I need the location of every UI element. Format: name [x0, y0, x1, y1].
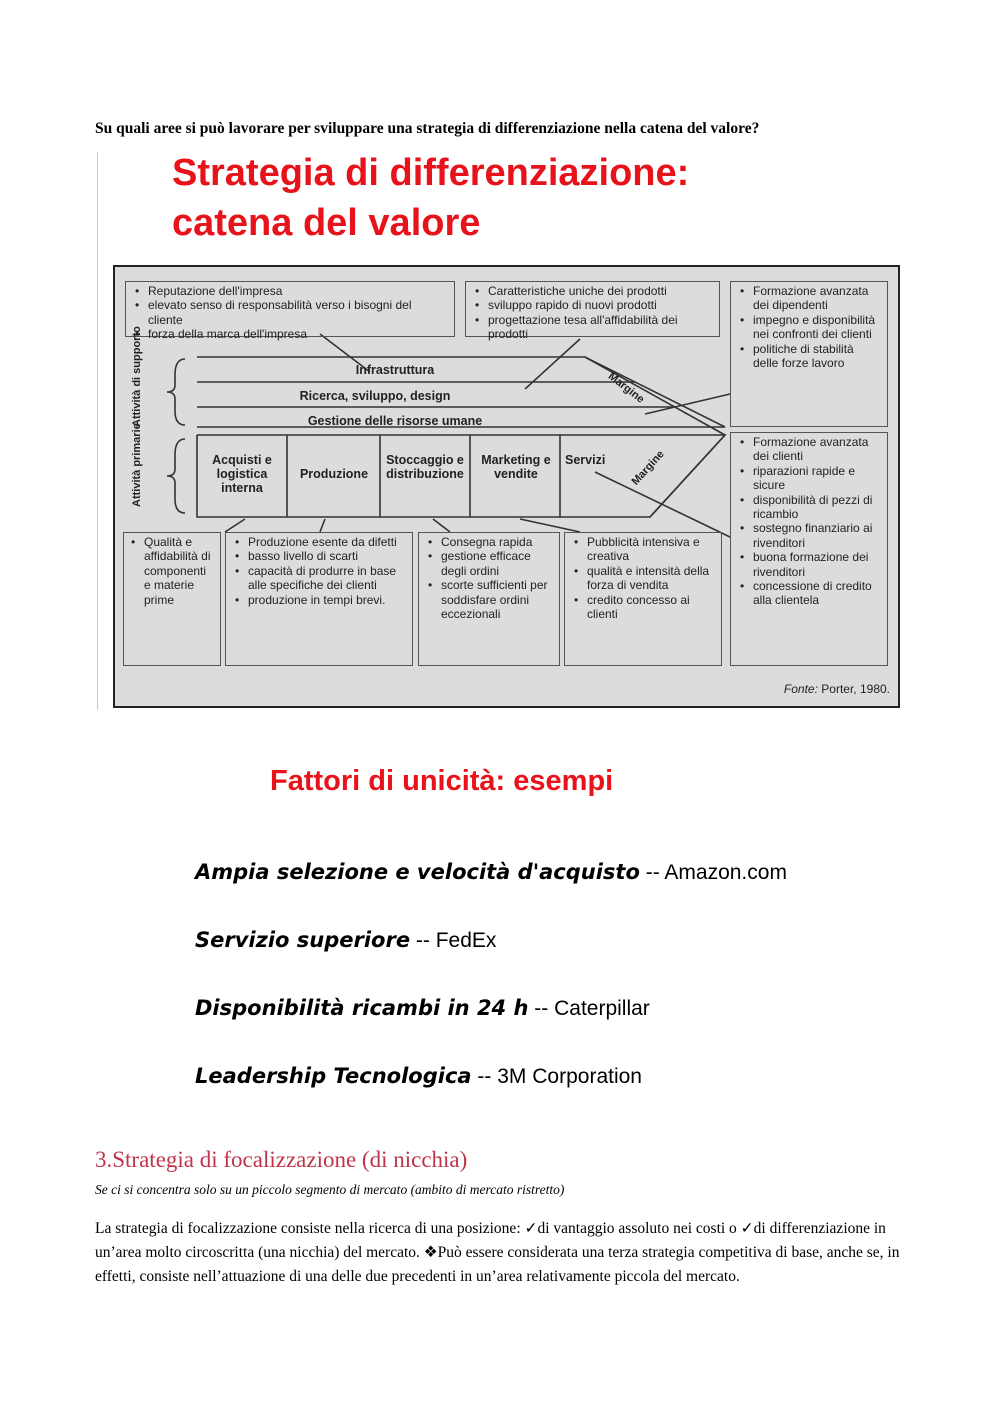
support-brace — [167, 359, 185, 425]
cell-services: Servizi — [565, 453, 606, 467]
bullet: • basso livello di scarti — [248, 549, 406, 563]
section-subtitle: Se ci si concentra solo su un piccolo segmento di mercato (ambito di mercato ristretto) — [95, 1182, 565, 1197]
bullet: • credito concesso ai clienti — [587, 593, 715, 622]
bullet: • politiche di stabilità delle forze lavoro — [753, 342, 881, 371]
example-factor: Disponibilità ricambi in 24 h — [195, 996, 529, 1020]
primary-activities-label: Attività primarie — [131, 423, 143, 507]
example-company: -- Caterpillar — [528, 997, 650, 1020]
box-marketing-quality — [564, 532, 722, 666]
cell-inbound-logistics: Acquisti e logistica interna — [212, 453, 272, 495]
connector-services — [595, 472, 730, 537]
bullet: • sostegno finanziario ai rivenditori — [753, 521, 881, 550]
connector-primary-4 — [520, 519, 580, 532]
bullet: • elevato senso di responsabilità verso i bisogni del cliente — [148, 298, 448, 327]
example-row — [195, 1064, 642, 1089]
row-hr: Gestione delle risorse umane — [307, 414, 483, 428]
slide-title-line1: Strategia di differenziazione: — [172, 152, 690, 194]
value-chain-diagram — [113, 265, 900, 708]
example-factor: Ampia selezione e velocità d'acquisto — [195, 860, 640, 884]
example-company: -- Amazon.com — [639, 861, 787, 884]
bullet: • Formazione avanzata dei dipendenti — [753, 284, 881, 313]
row-infrastructure: Infrastruttura — [355, 363, 435, 377]
chevron-right-edge — [585, 357, 725, 435]
bullet: • Formazione avanzata dei clienti — [753, 435, 881, 464]
bullet: • impegno e disponibilità nei confronti dei clienti — [753, 313, 881, 342]
source-text: Porter, 1980. — [817, 682, 890, 696]
slide-title-line2: catena del valore — [172, 202, 481, 244]
bullet: • Pubblicità intensiva e creativa — [587, 535, 715, 564]
section-paragraph: La strategia di focalizzazione consiste nella ricerca di una posizione: ✓di vantaggio assoluto nei costi o ✓di differenziazione in un’area molto circoscritta (una nicchia) del mercato. ❖Può essere considerata una terza strategia competitiva di base, anche se, in effetti, consiste nell’attuazione di una delle due precedenti in un’area relativamente piccola del mercato. — [95, 1220, 900, 1285]
left-rule — [97, 152, 98, 710]
section-heading: 3.Strategia di focalizzazione (di nicchia) — [95, 1147, 468, 1172]
bullet: • concessione di credito alla clientela — [753, 579, 881, 608]
example-company: -- 3M Corporation — [471, 1065, 642, 1088]
fattori-title: Fattori di unicità: esempi — [270, 765, 614, 797]
bullet: • riparazioni rapide e sicure — [753, 464, 881, 493]
support-activities-label: Attività di supporto — [131, 326, 143, 427]
bullet: • forza della marca dell'impresa — [148, 327, 448, 341]
margin-label-top: Margine — [605, 370, 647, 406]
bullet: • Consegna rapida — [441, 535, 553, 549]
example-row — [195, 860, 787, 885]
connector-primary-3 — [433, 519, 450, 532]
bullet: • capacità di produrre in base alle specifiche dei clienti — [248, 564, 406, 593]
bullet: • qualità e intensità della forza di vendita — [587, 564, 715, 593]
source-prefix: Fonte: — [783, 682, 818, 696]
cell-marketing-sales: Marketing e vendite — [481, 453, 551, 481]
margin-label-bottom: Margine — [629, 448, 667, 488]
question-text: Su quali aree si può lavorare per sviluppare una strategia di differenziazione nella catena del valore? — [95, 120, 760, 137]
example-factor: Leadership Tecnologica — [195, 1064, 472, 1088]
bullet: • sviluppo rapido di nuovi prodotti — [488, 298, 713, 312]
example-row — [195, 996, 650, 1021]
source-citation — [784, 682, 890, 696]
connector-primary-1 — [225, 519, 245, 532]
bullet: • Qualità e affidabilità di componenti e materie prime — [144, 535, 214, 607]
example-row — [195, 928, 496, 953]
box-services — [730, 432, 888, 666]
slide-title — [172, 148, 689, 248]
bullet: • Reputazione dell'impresa — [148, 284, 448, 298]
bullet: • progettazione tesa all'affidabilità dei prodotti — [488, 313, 713, 342]
bullet: • Caratteristiche uniche dei prodotti — [488, 284, 713, 298]
bullet: • buona formazione dei rivenditori — [753, 550, 881, 579]
bullet: • disponibilità di pezzi di ricambio — [753, 493, 881, 522]
bullet: • scorte sufficienti per soddisfare ordini eccezionali — [441, 578, 553, 621]
box-distribution-quality — [418, 532, 560, 666]
connector-primary-2 — [320, 519, 325, 532]
cell-storage-distribution: Stoccaggio e distribuzione — [386, 453, 464, 481]
box-technology — [465, 281, 720, 342]
bullet: • produzione in tempi brevi. — [248, 593, 406, 607]
box-production-quality — [225, 532, 413, 666]
box-human-resources — [730, 281, 888, 427]
example-company: -- FedEx — [410, 929, 497, 952]
box-firm-infrastructure — [125, 281, 455, 342]
example-factor: Servizio superiore — [195, 928, 411, 952]
bullet: • Produzione esente da difetti — [248, 535, 406, 549]
primary-brace — [167, 439, 185, 513]
cell-production: Produzione — [299, 467, 369, 481]
row-rd: Ricerca, sviluppo, design — [299, 389, 451, 403]
box-inbound-quality — [123, 532, 221, 666]
bullet: • gestione efficace degli ordini — [441, 549, 553, 578]
